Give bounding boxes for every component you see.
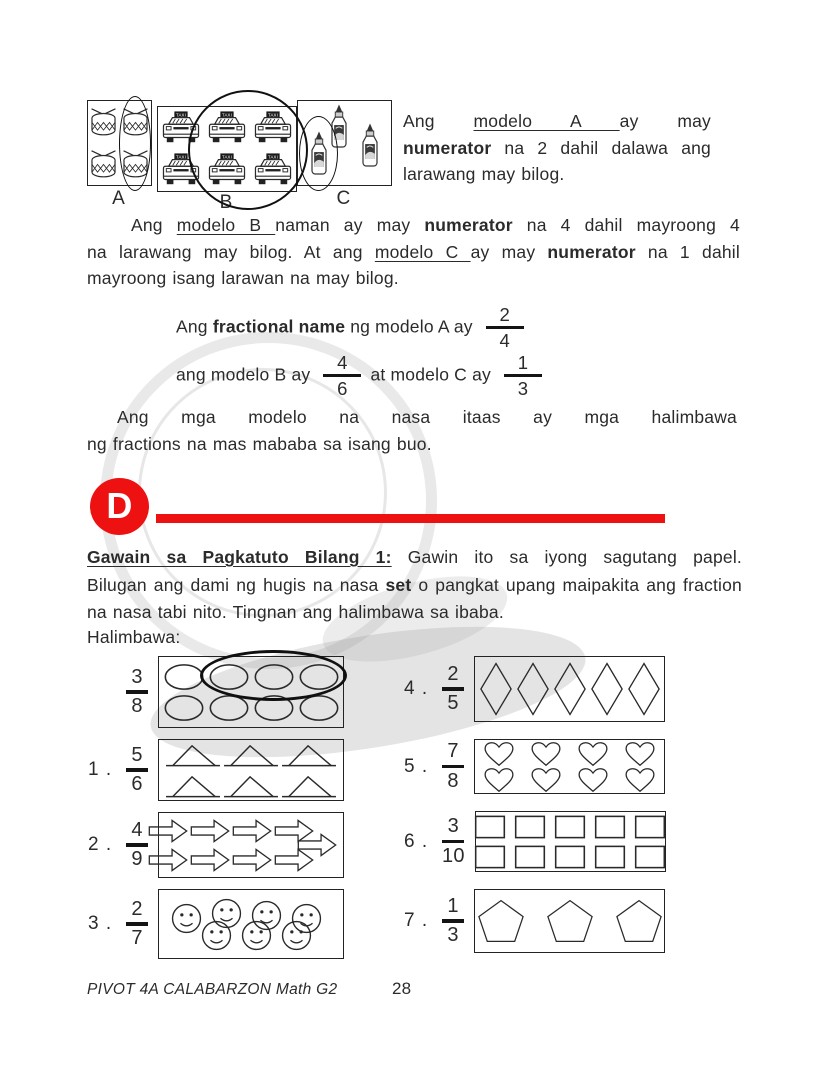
numerator: 7 <box>447 740 459 763</box>
numerator: 2 <box>131 897 143 920</box>
activity-instructions <box>87 544 742 627</box>
svg-text:TAXI: TAXI <box>175 154 187 160</box>
footer-page-number: 28 <box>392 979 412 998</box>
text-segment: Gawain sa Pagkatuto Bilang 1: <box>87 547 392 567</box>
model-c-figure <box>297 100 392 186</box>
fraction <box>126 667 148 717</box>
fraction <box>126 899 148 949</box>
glue-bottle-icon <box>356 122 384 168</box>
model-b-figure <box>157 106 297 192</box>
paragraph-model-b-c <box>87 212 740 292</box>
fraction <box>442 741 464 791</box>
shape-row <box>159 773 343 799</box>
text-segment: Ang <box>131 215 177 235</box>
numerator: 4 <box>337 352 348 373</box>
arrow-icon <box>189 818 231 844</box>
text-segment: numerator <box>424 215 513 235</box>
fraction-bar <box>126 843 148 846</box>
heart-icon <box>482 767 516 793</box>
exercise-row <box>88 739 344 801</box>
answer-circle <box>188 90 308 210</box>
exercise-row <box>404 889 666 953</box>
text-segment: set <box>385 574 412 595</box>
model-c-label: C <box>336 188 351 209</box>
fraction <box>126 820 148 870</box>
text-segment: modelo B <box>176 215 276 235</box>
footer-book-title: PIVOT 4A CALABARZON Math G2 <box>87 981 338 998</box>
svg-text:TAXI: TAXI <box>221 154 233 160</box>
text-segment: o pangkat upang maipakita ang fraction na nasa tabi nito. Tingnan ang halimbawa sa ibaba. <box>87 574 742 622</box>
drum-icon <box>89 149 118 179</box>
smiley-icon <box>171 903 202 934</box>
text-segment: Ang <box>176 316 213 337</box>
example-label: Halimbawa: <box>87 627 181 647</box>
fraction-bar <box>442 840 464 843</box>
exercise-number: 5 . <box>404 755 429 777</box>
square-icon <box>634 845 666 869</box>
triangle-set-box <box>158 739 344 801</box>
exercise-column-right <box>404 656 666 970</box>
square-icon <box>554 845 586 869</box>
oval-icon <box>163 694 205 722</box>
triangle-icon <box>224 742 278 768</box>
square-set-box <box>475 811 666 872</box>
answer-circle <box>200 650 347 701</box>
fraction <box>442 664 464 714</box>
shape-row <box>476 845 665 869</box>
smiley-icon <box>291 903 322 934</box>
denominator: 5 <box>447 692 459 715</box>
fraction-bar <box>126 768 148 771</box>
pentagon-icon <box>476 898 526 944</box>
triangle-icon <box>166 742 220 768</box>
text-segment: modelo A <box>473 111 620 131</box>
text-segment: Ang <box>403 111 474 131</box>
triangle-icon <box>282 773 336 799</box>
square-icon <box>514 845 546 869</box>
shape-row <box>147 818 315 844</box>
fraction <box>323 353 361 399</box>
paragraph-model-a <box>403 108 711 188</box>
fraction-bar <box>126 922 148 925</box>
square-icon <box>554 815 586 839</box>
square-icon <box>634 815 666 839</box>
diamond-icon <box>627 661 661 717</box>
arrow-icon <box>231 847 273 873</box>
shape-row <box>475 741 664 767</box>
answer-circle <box>299 116 338 191</box>
exercise-row <box>404 656 666 722</box>
fraction <box>504 353 542 399</box>
oval-icon <box>163 663 205 691</box>
text-segment: ng modelo A ay <box>345 316 478 337</box>
exercise-column-left <box>88 656 344 970</box>
exercise-number: 6 . <box>404 830 429 852</box>
section-d-badge <box>90 478 149 535</box>
square-icon <box>594 815 626 839</box>
diamond-icon <box>516 661 550 717</box>
pentagon-icon <box>614 898 664 944</box>
section-letter: D <box>106 484 133 526</box>
shape-row <box>475 898 664 944</box>
exercise-number: 7 . <box>404 910 429 931</box>
fraction-bar <box>126 690 148 693</box>
numerator: 2 <box>447 662 459 685</box>
numerator: 4 <box>131 818 143 841</box>
exercise-row <box>404 739 666 794</box>
arrow-icon <box>189 847 231 873</box>
fraction-bar <box>504 374 542 377</box>
example-row <box>88 656 344 728</box>
model-b-label: B <box>219 192 233 213</box>
text-segment: ay may <box>470 241 548 262</box>
heart-icon <box>576 741 610 767</box>
shape-row <box>159 742 343 768</box>
triangle-icon <box>282 742 336 768</box>
text-segment: modelo C <box>374 241 471 262</box>
numerator: 1 <box>517 352 529 373</box>
square-icon <box>594 845 626 869</box>
denominator: 9 <box>131 848 143 871</box>
text-segment: naman ay may <box>275 215 425 235</box>
fractional-name-line-1 <box>176 305 528 351</box>
denominator: 3 <box>517 378 529 400</box>
fraction-bar <box>323 374 361 377</box>
smiley-icon <box>201 920 232 951</box>
numerator: 2 <box>499 304 511 325</box>
heart-icon <box>623 767 657 793</box>
shape-row <box>147 847 315 873</box>
denominator: 6 <box>131 773 143 796</box>
triangle-icon <box>166 773 220 799</box>
fractional-name-line-2 <box>176 353 546 399</box>
text-segment: na 4 dahil mayroong 4 na larawang may bilog. At ang <box>87 215 740 262</box>
exercise-number: 2 . <box>88 834 113 855</box>
exercise-number: 1 . <box>88 759 113 780</box>
svg-text:TAXI: TAXI <box>267 154 279 160</box>
fraction-bar <box>486 326 524 329</box>
text-segment: numerator <box>547 241 636 262</box>
text-segment: na 1 dahil mayroong isang larawan na may bilog. <box>87 241 740 288</box>
shape-row <box>476 815 665 839</box>
diamond-icon <box>553 661 587 717</box>
numerator: 3 <box>447 815 459 838</box>
text-segment: at modelo C ay <box>365 364 497 385</box>
model-a-label: A <box>112 188 125 209</box>
fraction-bar <box>442 919 464 922</box>
shape-row <box>159 898 343 929</box>
square-icon <box>474 815 506 839</box>
denominator: 6 <box>337 378 348 400</box>
svg-text:TAXI: TAXI <box>175 112 187 118</box>
heart-icon <box>576 767 610 793</box>
smiley-set-box <box>158 889 344 959</box>
diamond-icon <box>590 661 624 717</box>
arrow-icon <box>147 818 189 844</box>
denominator: 7 <box>131 927 143 950</box>
numerator: 1 <box>447 894 459 917</box>
text-segment: ang modelo B ay <box>176 364 316 385</box>
shape-row <box>475 767 664 793</box>
heart-icon <box>529 767 563 793</box>
paragraph-summary: Ang mga modelo na nasa itaas ay mga halimbawa ng fractions na mas mababa sa isang buo. <box>87 407 737 454</box>
heart-icon <box>529 741 563 767</box>
square-icon <box>474 845 506 869</box>
fraction <box>442 816 465 866</box>
heart-set-box <box>474 739 665 794</box>
shape-row <box>475 661 664 717</box>
arrow-icon <box>231 818 273 844</box>
pentagon-icon <box>545 898 595 944</box>
exercise-number: 4 . <box>404 678 429 699</box>
fraction-bar <box>442 687 464 690</box>
diamond-set-box <box>474 656 665 722</box>
smiley-icon <box>251 900 282 931</box>
diamond-icon <box>479 661 513 717</box>
denominator: 3 <box>447 924 459 947</box>
fraction <box>442 896 464 946</box>
numerator: 5 <box>131 743 143 766</box>
text-segment: Gawin ito sa iyong sagutang papel. Bilugan ang dami ng hugis na nasa <box>87 547 742 595</box>
arrow-set-box <box>158 812 344 878</box>
svg-text:TAXI: TAXI <box>221 112 233 118</box>
oval-set-box <box>158 656 344 728</box>
svg-text:TAXI: TAXI <box>267 112 279 118</box>
answer-circle <box>119 96 151 191</box>
model-a-figure <box>87 100 152 186</box>
arrow-icon <box>147 847 189 873</box>
text-segment: na 2 dahil dalawa ang larawang may bilog. <box>403 137 711 184</box>
exercise-row <box>404 811 666 872</box>
heart-icon <box>623 741 657 767</box>
square-icon <box>514 815 546 839</box>
exercise-row <box>88 812 344 878</box>
numerator: 3 <box>131 665 143 688</box>
fraction <box>126 745 148 795</box>
denominator: 8 <box>131 695 143 718</box>
denominator: 4 <box>499 330 511 352</box>
exercise-row <box>88 889 344 959</box>
heart-icon <box>482 741 516 767</box>
denominator: 8 <box>447 769 459 792</box>
exercise-number: 3 . <box>88 913 113 934</box>
denominator: 10 <box>442 844 465 867</box>
section-divider-line <box>156 514 665 523</box>
triangle-icon <box>224 773 278 799</box>
fraction <box>486 305 524 351</box>
text-segment: numerator <box>403 137 492 158</box>
fraction-bar <box>442 765 464 768</box>
arrow-icon <box>296 832 338 858</box>
drum-icon <box>89 107 118 137</box>
text-segment: fractional name <box>212 316 346 337</box>
pentagon-set-box <box>474 889 665 953</box>
text-segment: ay may <box>619 111 711 131</box>
